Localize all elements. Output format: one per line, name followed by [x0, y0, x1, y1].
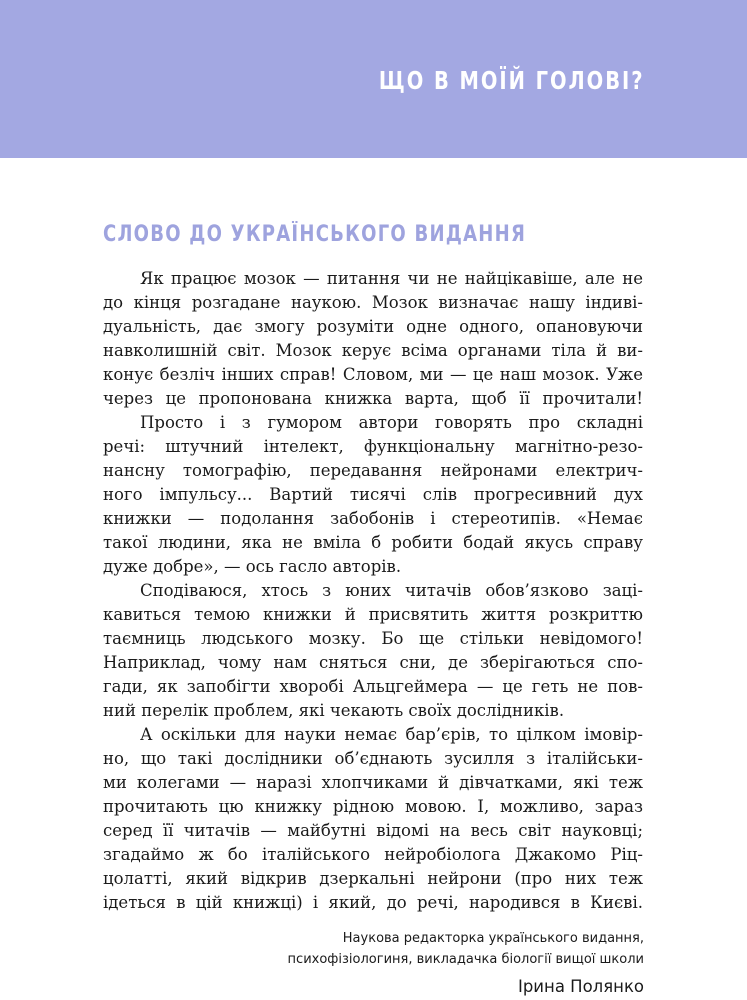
- text-line: навколишній світ. Мозок керує всіма органами тіла й ви-: [103, 341, 643, 360]
- text-line: таємниць людського мозку. Бо ще стільки невідомого!: [103, 629, 643, 648]
- text-line: конує безліч інших справ! Словом, ми — це наш мозок. Уже: [103, 365, 643, 384]
- text-line: дуже добре», — ось гасло авторів.: [103, 557, 402, 576]
- attribution-name: Ірина Полянко: [517, 977, 644, 996]
- body-text: [103, 267, 643, 915]
- text-line: книжки — подолання забобонів і стереотипів. «Немає: [103, 509, 643, 528]
- text-line: ми колегами — наразі хлопчиками й дівчатками, які теж: [103, 773, 643, 792]
- text-line: Сподіваюся, хтось з юних читачів обов’язково заці-: [140, 581, 643, 600]
- text-line: но, що такі дослідники об’єднають зусилля з італійськи-: [103, 749, 643, 768]
- text-line: кавиться темою книжки й присвятить життя розкриттю: [103, 605, 643, 624]
- text-line: речі: штучний інтелект, функціональну магнітно-резо-: [103, 437, 643, 456]
- text-line: згадаймо ж бо італійського нейробіолога Джакомо Ріц-: [103, 845, 643, 864]
- text-line: Наприклад, чому нам сняться сни, де зберігаються спо-: [103, 653, 643, 672]
- text-line: нансну томографію, передавання нейронами електрич-: [103, 461, 643, 480]
- text-line: ний перелік проблем, які чекають своїх дослідників.: [103, 701, 565, 720]
- attribution-role-line-1: Наукова редакторка українського видання,: [342, 931, 644, 946]
- text-line: А оскільки для науки немає бар’єрів, то цілком імовір-: [140, 725, 643, 744]
- text-line: такої людини, яка не вміла б робити бодай якусь справу: [103, 533, 643, 552]
- attribution: [288, 928, 644, 997]
- text-line: до кінця розгадане наукою. Мозок визначає нашу індиві-: [103, 293, 643, 312]
- attribution-role-line-2: психофізіологиня, викладачка біології вищої школи: [287, 952, 644, 967]
- text-line: цолатті, який відкрив дзеркальні нейрони (про них теж: [103, 869, 643, 888]
- text-line: через це пропонована книжка варта, щоб її прочитали!: [103, 389, 643, 408]
- text-line: ного імпульсу... Вартий тисячі слів прогресивний дух: [103, 485, 643, 504]
- section-title: СЛОВО ДО УКРАЇНСЬКОГО ВИДАННЯ: [103, 222, 527, 247]
- book-title: ЩО В МОЇЙ ГОЛОВІ?: [378, 66, 644, 95]
- text-line: серед її читачів — майбутні відомі на весь світ науковці;: [103, 821, 643, 840]
- header-band: [0, 0, 747, 158]
- text-line: ідеться в цій книжці) і який, до речі, народився в Києві.: [103, 893, 643, 912]
- text-line: Просто і з гумором автори говорять про складні: [140, 413, 643, 432]
- text-line: прочитають цю книжку рідною мовою. І, можливо, зараз: [103, 797, 643, 816]
- text-line: гади, як запобігти хворобі Альцгеймера — це геть не пов-: [103, 677, 643, 696]
- text-line: дуальність, дає змогу розуміти одне одного, опановуючи: [103, 317, 643, 336]
- text-line: Як працює мозок — питання чи не найцікавіше, але не: [140, 269, 643, 288]
